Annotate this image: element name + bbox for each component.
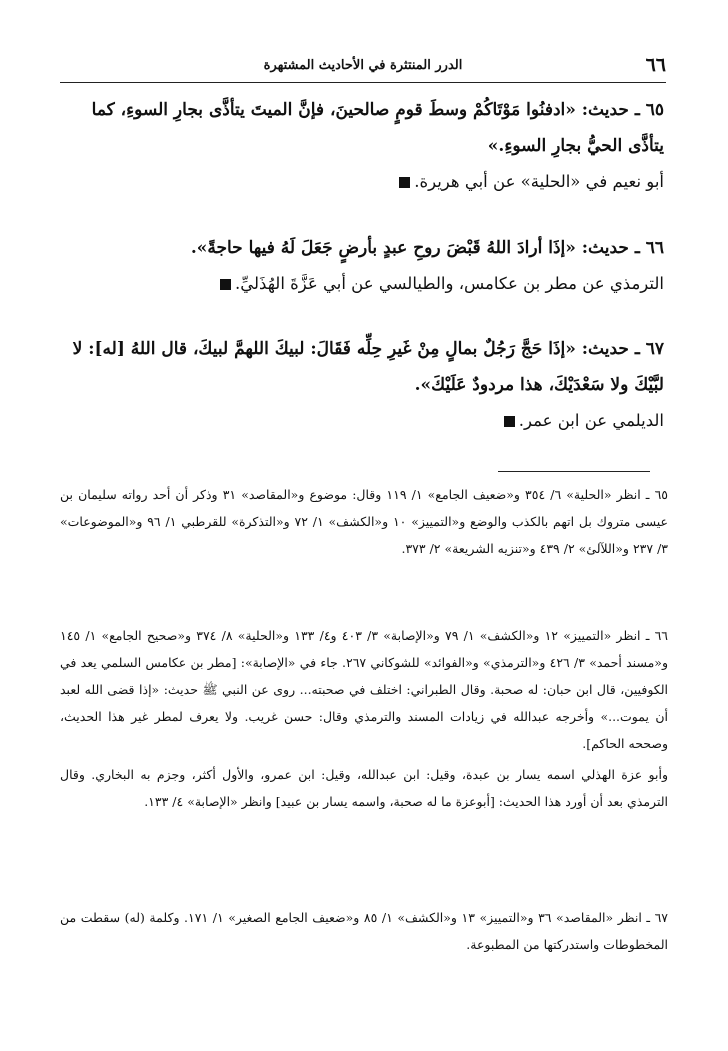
page-number: ٦٦ [645,54,666,76]
end-square-icon [504,416,515,427]
hadith-65 [60,92,664,200]
footnote-66 [60,622,668,815]
hadith-source [60,403,664,439]
footnote-65 [60,481,668,562]
end-square-icon [399,177,410,188]
footnote-paragraph: وأبو عزة الهذلي اسمه يسار بن عبدة، وقيل: ابن عبدالله، وقيل: ابن عمرو، والأول أكثر، وجزم به البخاري. وقال الترمذي بعد أن أورد هذا الحديث: [أبوعزة ما له صحبة، واسمه يسار بن عبيد] وانظر «الإصابة» ٤/ ١٣٣. [60,767,668,809]
footnote-67 [60,904,668,958]
hadith-source-text: الترمذي عن مطر بن عكامس، والطيالسي عن أبي عَزَّةَ الهُذَليِّ. [235,274,664,293]
footnote-paragraph: ٦٧ ـ انظر «المقاصد» ٣٦ و«التمييز» ١٣ و«الكشف» ١/ ٨٥ و«ضعيف الجامع الصغير» ١/ ١٧١. وكلمة (له) سقطت من المخطوطات واستدركتها من المطبوعة. [60,910,669,952]
footnote-paragraph: ٦٦ ـ انظر «التمييز» ١٢ و«الكشف» ١/ ٧٩ و«الإصابة» ٣/ ٤٠٣ و٤/ ١٣٣ و«الحلية» ٨/ ٣٧٤ و«صحيح الجامع» ١/ ١٤٥ و«مسند أحمد» ٣/ ٤٢٦ و«الترمذي» و«الفوائد» للشوكاني ٢٦٧. جاء في «الإصابة»: [مطر بن عكامس السلمي يعد في الكوفيين، قال ابن حبان: له صحبة. وقال الطبراني: اختلف في صحبته... روى عن النبي ﷺ حديث: «إذا قضى الله لعبد أن يموت...» وأخرجه عبدالله في زيادات المسند والترمذي وقال: حسن غريب. ولا يعرف لمطر غير هذا الحديث، وصححه الحاكم]. [60,628,669,751]
hadith-source-text: الديلمي عن ابن عمر. [518,411,664,430]
hadith-66 [60,230,664,302]
hadith-source-text: أبو نعيم في «الحلية» عن أبي هريرة. [414,172,664,191]
hadith-67 [60,331,664,439]
page-header [60,52,666,83]
footnote-paragraph: ٦٥ ـ انظر «الحلية» ٦/ ٣٥٤ و«ضعيف الجامع» ١/ ١١٩ وقال: موضوع و«المقاصد» ٣١ وذكر أن أحد رواته سليمان بن عيسى متروك بل اتهم بالكذب والوضع و«التمييز» ١٠ و«الكشف» ١/ ٧٢ و«التذكرة» للقرطبي ١/ ٩٦ و«الموضوعات» ٣/ ٢٣٧ و«اللآلئ» ٢/ ٤٣٩ و«تنزيه الشريعة» ٢/ ٣٧٣. [60,487,668,556]
footnote-separator [498,471,650,472]
hadith-text: ٦٦ ـ حديث: «إذَا أرادَ اللهُ قَبْضَ روحِ عبدٍ بأرضٍ جَعَلَ لَهُ فيها حاجةً». [190,238,664,258]
hadith-text: ٦٥ ـ حديث: «ادفنُوا مَوْتَاكُمْ وسطَ قومٍ صالحينَ، فإنَّ الميتَ يتأذَّى بجارِ السوءِ، كما يتأذَّى الحيُّ بجارِ السوءِ.» [91,100,664,156]
running-title: الدرر المنتثرة في الأحاديث المشتهرة [263,58,463,73]
hadith-source [60,164,664,200]
end-square-icon [220,279,231,290]
hadith-source [60,266,664,302]
hadith-text: ٦٧ ـ حديث: «إذَا حَجَّ رَجُلٌ بمالٍ مِنْ غَيرِ حِلِّه فَقَالَ: لبيكَ اللهمَّ لبيكَ، قال اللهُ [له]: لا لبَّيْكَ ولا سَعْدَيْكَ، هذا مردودٌ عَلَيْكَ». [72,339,664,395]
